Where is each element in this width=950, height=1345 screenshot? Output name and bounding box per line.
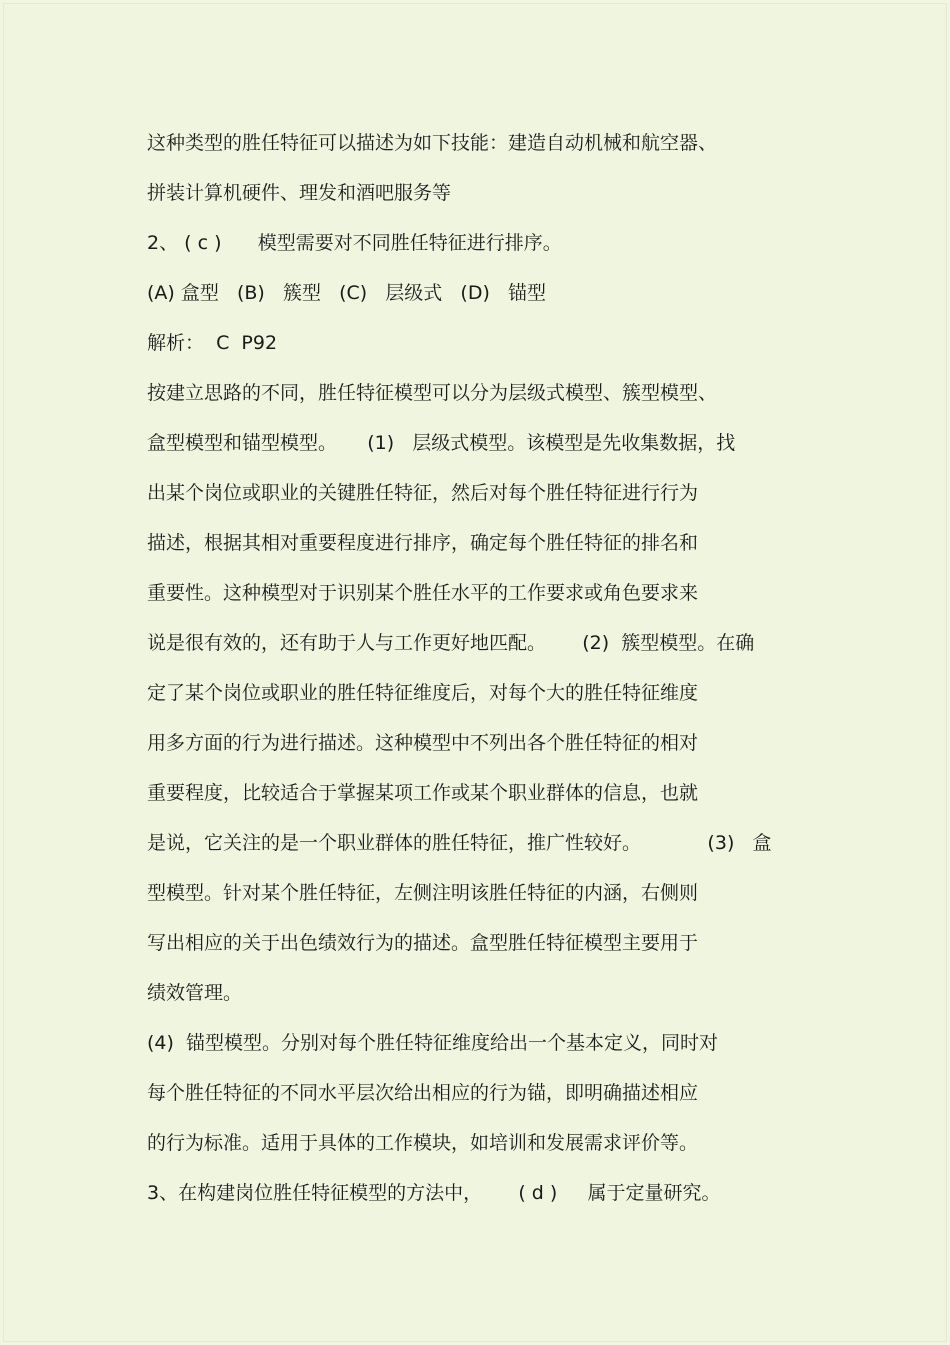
- text-line: 拼装计算机硬件、理发和酒吧服务等: [147, 182, 452, 204]
- text-line: 重要程度，比较适合于掌握某项工作或某个职业群体的信息，也就: [147, 782, 699, 804]
- text-line: 盒型模型和锚型模型。 (1) 层级式模型。该模型是先收集数据，找: [147, 432, 736, 454]
- text-line: 绩效管理。: [147, 982, 243, 1004]
- text-line: 写出相应的关于出色绩效行为的描述。盒型胜任特征模型主要用于: [147, 932, 699, 954]
- text-line: 出某个岗位或职业的关键胜任特征，然后对每个胜任特征进行行为: [147, 482, 699, 504]
- text-line: 说是很有效的，还有助于人与工作更好地匹配。 (2) 簇型模型。在确: [147, 632, 755, 654]
- answer-analysis: 解析： C P92: [147, 332, 278, 354]
- text-line: 的行为标准。适用于具体的工作模块，如培训和发展需求评价等。: [147, 1132, 699, 1154]
- question-2: 2、 ( c ) 模型需要对不同胜任特征进行排序。: [147, 232, 562, 254]
- text-line: 描述，根据其相对重要程度进行排序，确定每个胜任特征的排名和: [147, 532, 699, 554]
- text-line: 重要性。这种模型对于识别某个胜任水平的工作要求或角色要求来: [147, 582, 699, 604]
- text-line: 每个胜任特征的不同水平层次给出相应的行为锚，即明确描述相应: [147, 1082, 699, 1104]
- question-2-options: (A) 盒型 (B) 簇型 (C) 层级式 (D) 锚型: [147, 282, 546, 304]
- text-line: (4) 锚型模型。分别对每个胜任特征维度给出一个基本定义，同时对: [147, 1032, 718, 1054]
- text-line: 型模型。针对某个胜任特征，左侧注明该胜任特征的内涵，右侧则: [147, 882, 699, 904]
- document-page: [3, 3, 947, 1342]
- text-line: 定了某个岗位或职业的胜任特征维度后，对每个大的胜任特征维度: [147, 682, 699, 704]
- text-line: 按建立思路的不同，胜任特征模型可以分为层级式模型、簇型模型、: [147, 382, 718, 404]
- text-line: 用多方面的行为进行描述。这种模型中不列出各个胜任特征的相对: [147, 732, 699, 754]
- text-line: 这种类型的胜任特征可以描述为如下技能：建造自动机械和航空器、: [147, 132, 718, 154]
- text-line: 是说，它关注的是一个职业群体的胜任特征，推广性较好。 (3) 盒: [147, 832, 772, 854]
- question-3: 3、在构建岗位胜任特征模型的方法中， ( d ) 属于定量研究。: [147, 1182, 721, 1204]
